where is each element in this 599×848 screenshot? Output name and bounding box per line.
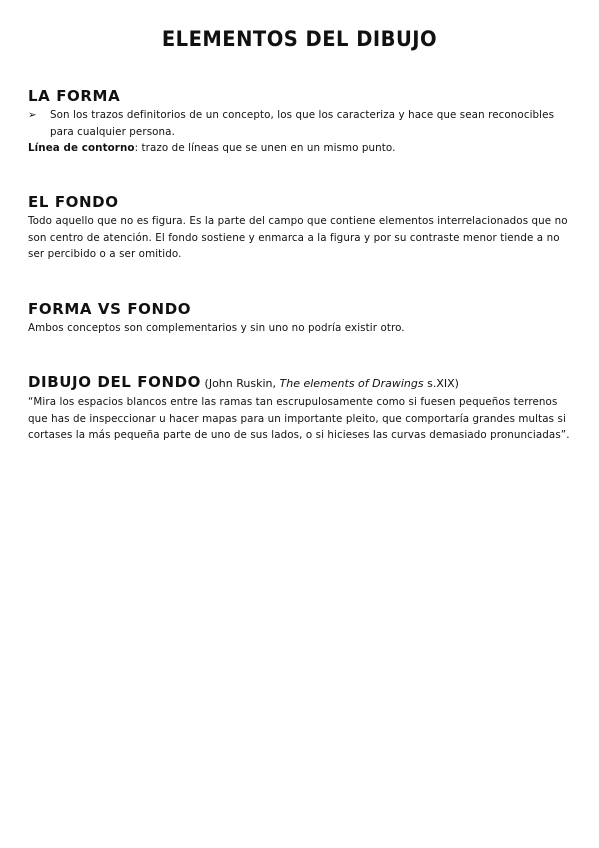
section-paragraph: Ambos conceptos son complementarios y sin uno no podría existir otro. <box>28 322 405 334</box>
bullet-text: Son los trazos definitorios de un concepto, los que los caracteriza y hace que sean reconocibles para cualquier persona. <box>50 109 555 138</box>
section-el-fondo <box>28 193 573 263</box>
section-dibujo-del-fondo <box>28 373 573 444</box>
heading-text: DIBUJO DEL FONDO <box>28 373 202 391</box>
definition-term: Línea de contorno <box>28 142 135 154</box>
section-paragraph: Todo aquello que no es figura. Es la parte del campo que contiene elementos interrelacionados que no son centro de atención. El fondo sostiene y enmarca a la figura y por su contraste menor tiende a no ser percibido o a ser omitido. <box>28 215 568 260</box>
definition-text: : trazo de líneas que se unen en un mismo punto. <box>134 142 396 154</box>
bullet-item <box>28 107 573 140</box>
section-heading: FORMA VS FONDO <box>28 300 192 318</box>
section-forma-vs-fondo <box>28 300 573 337</box>
section-la-forma <box>28 87 573 157</box>
citation-work: The elements of Drawings <box>279 377 424 390</box>
section-heading: LA FORMA <box>28 87 121 105</box>
heading-citation <box>201 377 459 390</box>
citation-author: (John Ruskin, <box>201 377 280 390</box>
section-heading: EL FONDO <box>28 193 119 211</box>
definition-line <box>28 140 573 157</box>
quote-paragraph: “Mira los espacios blancos entre las ramas tan escrupulosamente como si fuesen pequeños terrenos que has de inspeccionar u hacer mapas para un importante pleito, que comportaría grandes multas si cortases la más pequeña parte de uno de sus lados, o si hicieses las curvas demasiado pronunciadas”. <box>28 396 570 441</box>
section-heading <box>28 373 573 393</box>
arrow-bullet-icon: ➢ <box>28 109 37 121</box>
citation-period: s.XIX) <box>423 377 459 390</box>
page-title: ELEMENTOS DEL DIBUJO <box>161 27 438 51</box>
